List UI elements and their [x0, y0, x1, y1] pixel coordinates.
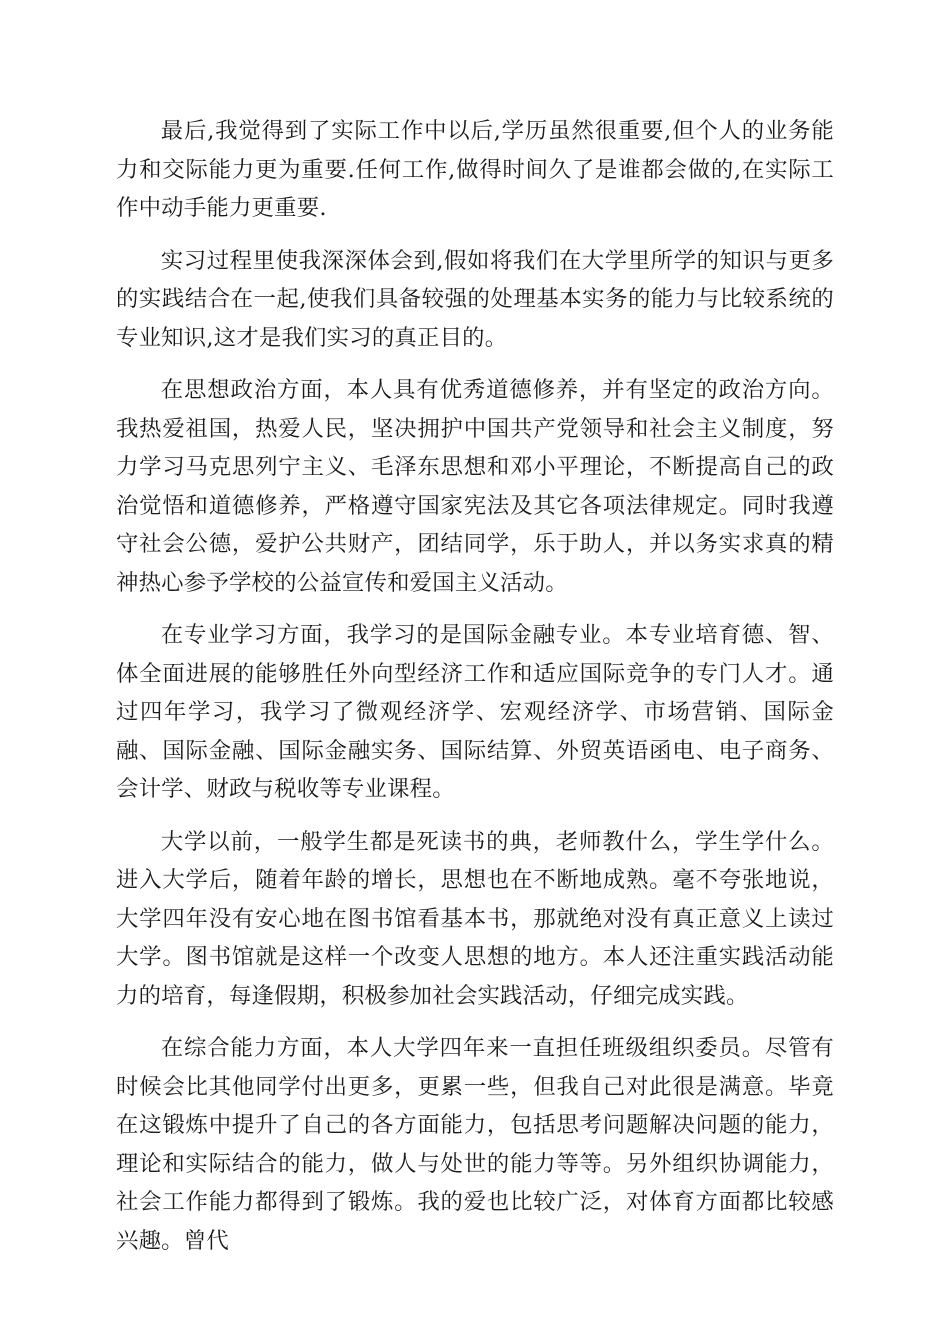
document-body — [116, 112, 834, 1274]
paragraph-conclusion: 最后,我觉得到了实际工作中以后,学历虽然很重要,但个人的业务能力和交际能力更为重要.任何工作,做得时间久了是谁都会做的,在实际工作中动手能力更重要. — [116, 118, 834, 221]
paragraph-internship: 实习过程里使我深深体会到,假如将我们在大学里所学的知识与更多的实践结合在一起,使我们具备较强的处理基本实务的能力与比较系统的专业知识,这才是我们实习的真正目的。 — [116, 247, 834, 351]
paragraph-comprehensive-ability: 在综合能力方面，本人大学四年来一直担任班级组织委员。尽管有时候会比其他同学付出更多，更累一些，但我自己对此很是满意。毕竟在这锻炼中提升了自己的各方面能力，包括思考问题解决问题的能力，理论和实际结合的能力，做人与处世的能力等等。另外组织协调能力，社会工作能力都得到了锻炼。我的爱也比较广泛，对体育方面都比较感兴趣。曾代 — [116, 1035, 834, 1254]
paragraph-political: 在思想政治方面，本人具有优秀道德修养，并有坚定的政治方向。我热爱祖国，热爱人民，坚决拥护中国共产党领导和社会主义制度，努力学习马克思列宁主义、毛泽东思想和邓小平理论，不断提高自己的政治觉悟和道德修养，严格遵守国家宪法及其它各项法律规定。同时我遵守社会公德，爱护公共财产，团结同学，乐于助人，并以务实求真的精神热心参予学校的公益宣传和爱国主义活动。 — [116, 377, 834, 596]
paragraph-professional-study: 在专业学习方面，我学习的是国际金融专业。本专业培育德、智、体全面进展的能够胜任外向型经济工作和适应国际竞争的专门人才。通过四年学习，我学习了微观经济学、宏观经济学、市场营销、国际金融、国际金融、国际金融实务、国际结算、外贸英语函电、电子商务、会计学、财政与税收等专业课程。 — [116, 622, 834, 802]
paragraph-university-life: 大学以前，一般学生都是死读书的典，老师教什么，学生学什么。进入大学后，随着年龄的增长，思想也在不断地成熟。毫不夸张地说，大学四年没有安心地在图书馆看基本书，那就绝对没有真正意义上读过大学。图书馆就是这样一个改变人思想的地方。本人还注重实践活动能力的培育，每逢假期，积极参加社会实践活动，仔细完成实践。 — [116, 828, 834, 1009]
